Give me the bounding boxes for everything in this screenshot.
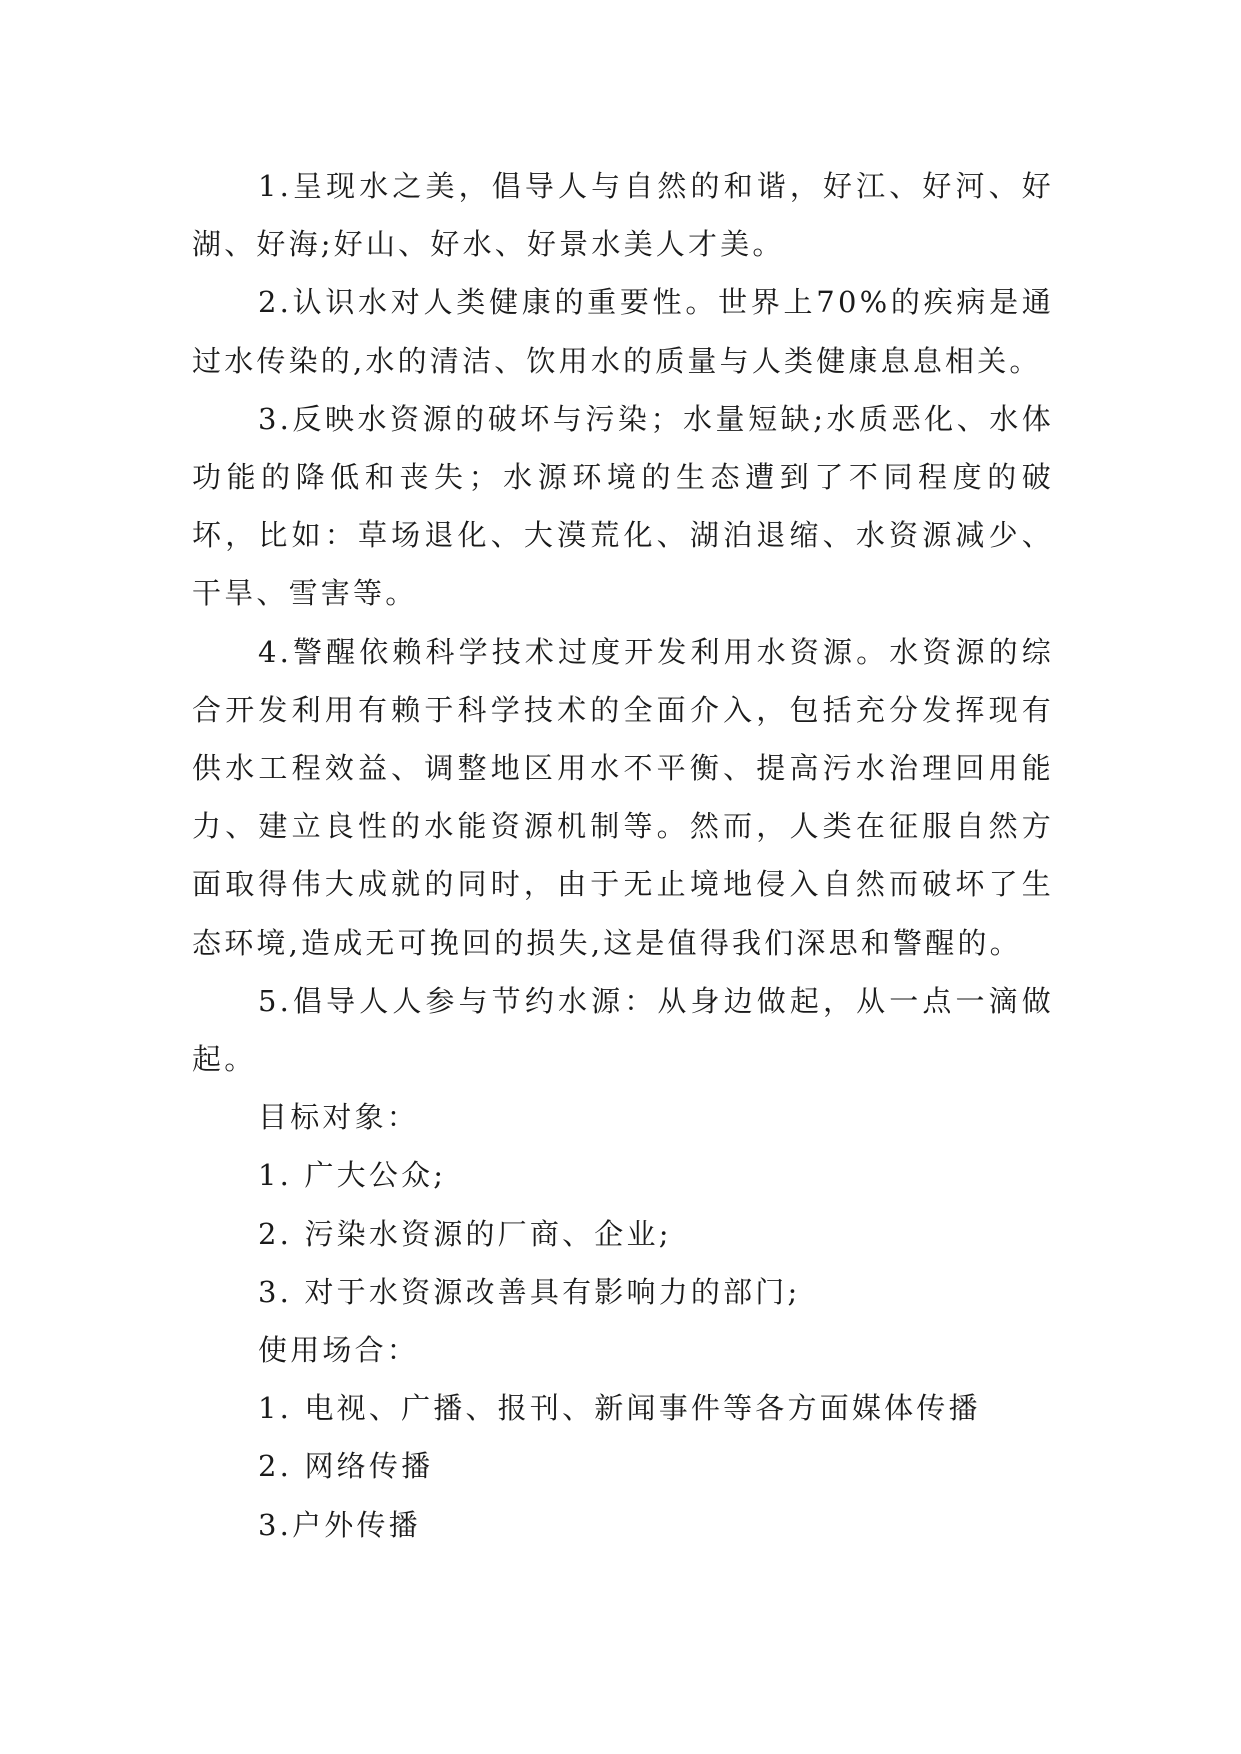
target-item-3: 3. 对于水资源改善具有影响力的部门; [258,1274,801,1309]
target-item-2: 2. 污染水资源的厂商、企业; [258,1216,672,1251]
point-paragraph-5: 5.倡导人人参与节约水源：从身边做起，从一点一滴做起。 [192,983,1054,1077]
document-body [192,157,1054,1554]
usage-item-3: 3.户外传播 [258,1507,421,1542]
usage-item-2: 2. 网络传播 [258,1449,434,1484]
targets-heading: 目标对象： [258,1100,420,1135]
point-paragraph-1: 1.呈现水之美，倡导人与自然的和谐，好江、好河、好湖、好海;好山、好水、好景水美人才美。 [192,169,1054,262]
usage-heading: 使用场合： [258,1333,420,1368]
point-paragraph-2: 2.认识水对人类健康的重要性。世界上70%的疾病是通过水传染的,水的清洁、饮用水的质量与人类健康息息相关。 [192,285,1054,378]
point-paragraph-3: 3.反映水资源的破坏与污染；水量短缺;水质恶化、水体功能的降低和丧失；水源环境的生态遭到了不同程度的破坏，比如：草场退化、大漠荒化、湖泊退缩、水资源减少、干旱、雪害等。 [192,401,1054,611]
usage-item-1: 1. 电视、广播、报刊、新闻事件等各方面媒体传播 [258,1391,981,1426]
target-item-1: 1. 广大公众; [258,1158,447,1193]
point-paragraph-4: 4.警醒依赖科学技术过度开发利用水资源。水资源的综合开发利用有赖于科学技术的全面介入，包括充分发挥现有供水工程效益、调整地区用水不平衡、提高污水治理回用能力、建立良性的水能资源机制等。然而，人类在征服自然方面取得伟大成就的同时，由于无止境地侵入自然而破坏了生态环境,造成无可挽回的损失,这是值得我们深思和警醒的。 [192,634,1054,960]
